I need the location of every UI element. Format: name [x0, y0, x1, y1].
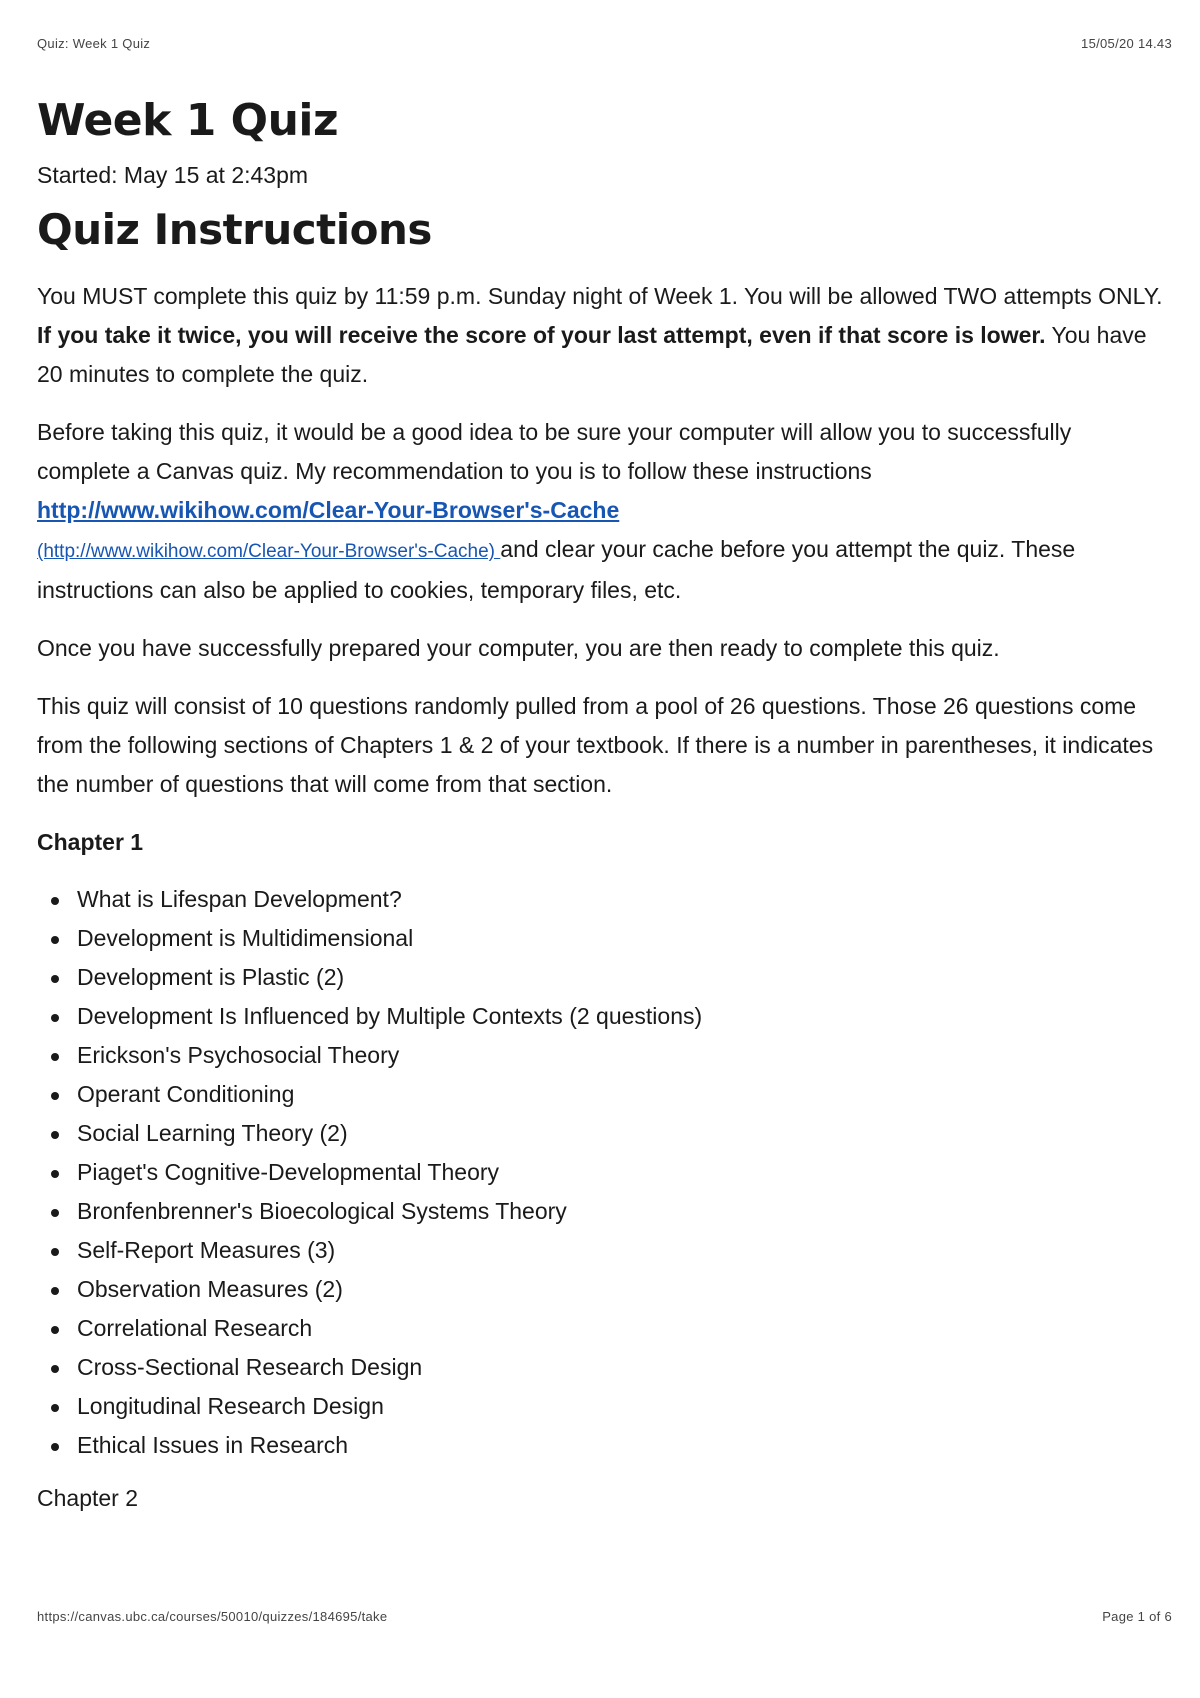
chapter-1-heading: Chapter 1 — [37, 828, 144, 855]
instructions-p2-text: Before taking this quiz, it would be a good idea to be sure your computer will allow you to successfully complete a Canvas quiz. My recommendation to you is to follow these instructions — [37, 418, 1072, 484]
instructions-paragraph-3: Once you have successfully prepared your computer, you are then ready to complete this quiz. — [37, 634, 1000, 661]
list-item: Observation Measures (2) — [37, 1270, 1167, 1309]
instructions-p1-text-end: You have 20 minutes to complete the quiz. — [37, 321, 1147, 387]
instructions-paragraph-1 — [37, 277, 1167, 394]
instructions-p1-text: You MUST complete this quiz by 11:59 p.m. Sunday night of Week 1. You will be allowed TWO attempts ONLY. — [37, 282, 1163, 309]
page-number: Page 1 of 6 — [1102, 1609, 1172, 1624]
chapter-1-topic-list — [37, 880, 1167, 1465]
list-item: Development is Plastic (2) — [37, 958, 1167, 997]
wikihow-cache-link-url[interactable]: (http://www.wikihow.com/Clear-Your-Browser's-Cache) — [37, 540, 501, 562]
page-title: Week 1 Quiz — [37, 95, 339, 146]
instructions-paragraph-4: This quiz will consist of 10 questions randomly pulled from a pool of 26 questions. Those 26 questions come from the following sections of Chapters 1 & 2 of your textbook. If there is a number in parentheses, it indicates the number of questions that will come from that section. — [37, 692, 1154, 797]
instructions-p2-text-end: and clear your cache before you attempt the quiz. These instructions can also be applied to cookies, temporary files, etc. — [37, 535, 1076, 603]
print-header-timestamp: 15/05/20 14.43 — [1081, 36, 1172, 51]
wikihow-cache-link[interactable]: http://www.wikihow.com/Clear-Your-Browser's-Cache — [37, 496, 620, 523]
list-item: What is Lifespan Development? — [37, 880, 1167, 919]
started-timestamp: Started: May 15 at 2:43pm — [37, 161, 309, 188]
list-item: Development Is Influenced by Multiple Contexts (2 questions) — [37, 997, 1167, 1036]
list-item: Correlational Research — [37, 1309, 1167, 1348]
print-header — [37, 36, 1172, 51]
chapter-2-heading: Chapter 2 — [37, 1484, 139, 1511]
list-item: Social Learning Theory (2) — [37, 1114, 1167, 1153]
list-item: Operant Conditioning — [37, 1075, 1167, 1114]
list-item: Development is Multidimensional — [37, 919, 1167, 958]
print-header-title: Quiz: Week 1 Quiz — [37, 36, 151, 51]
instructions-p1-bold-text: If you take it twice, you will receive the score of your last attempt, even if that score is lower. — [37, 321, 1046, 348]
list-item: Ethical Issues in Research — [37, 1426, 1167, 1465]
quiz-content — [37, 96, 1167, 1536]
list-item: Longitudinal Research Design — [37, 1387, 1167, 1426]
list-item: Bronfenbrenner's Bioecological Systems Theory — [37, 1192, 1167, 1231]
list-item: Self-Report Measures (3) — [37, 1231, 1167, 1270]
print-footer-url: https://canvas.ubc.ca/courses/50010/quizzes/184695/take — [37, 1609, 388, 1624]
instructions-heading: Quiz Instructions — [37, 205, 432, 255]
list-item: Erickson's Psychosocial Theory — [37, 1036, 1167, 1075]
print-footer — [37, 1609, 1172, 1624]
list-item: Cross-Sectional Research Design — [37, 1348, 1167, 1387]
list-item: Piaget's Cognitive-Developmental Theory — [37, 1153, 1167, 1192]
instructions-paragraph-2 — [37, 413, 1167, 610]
